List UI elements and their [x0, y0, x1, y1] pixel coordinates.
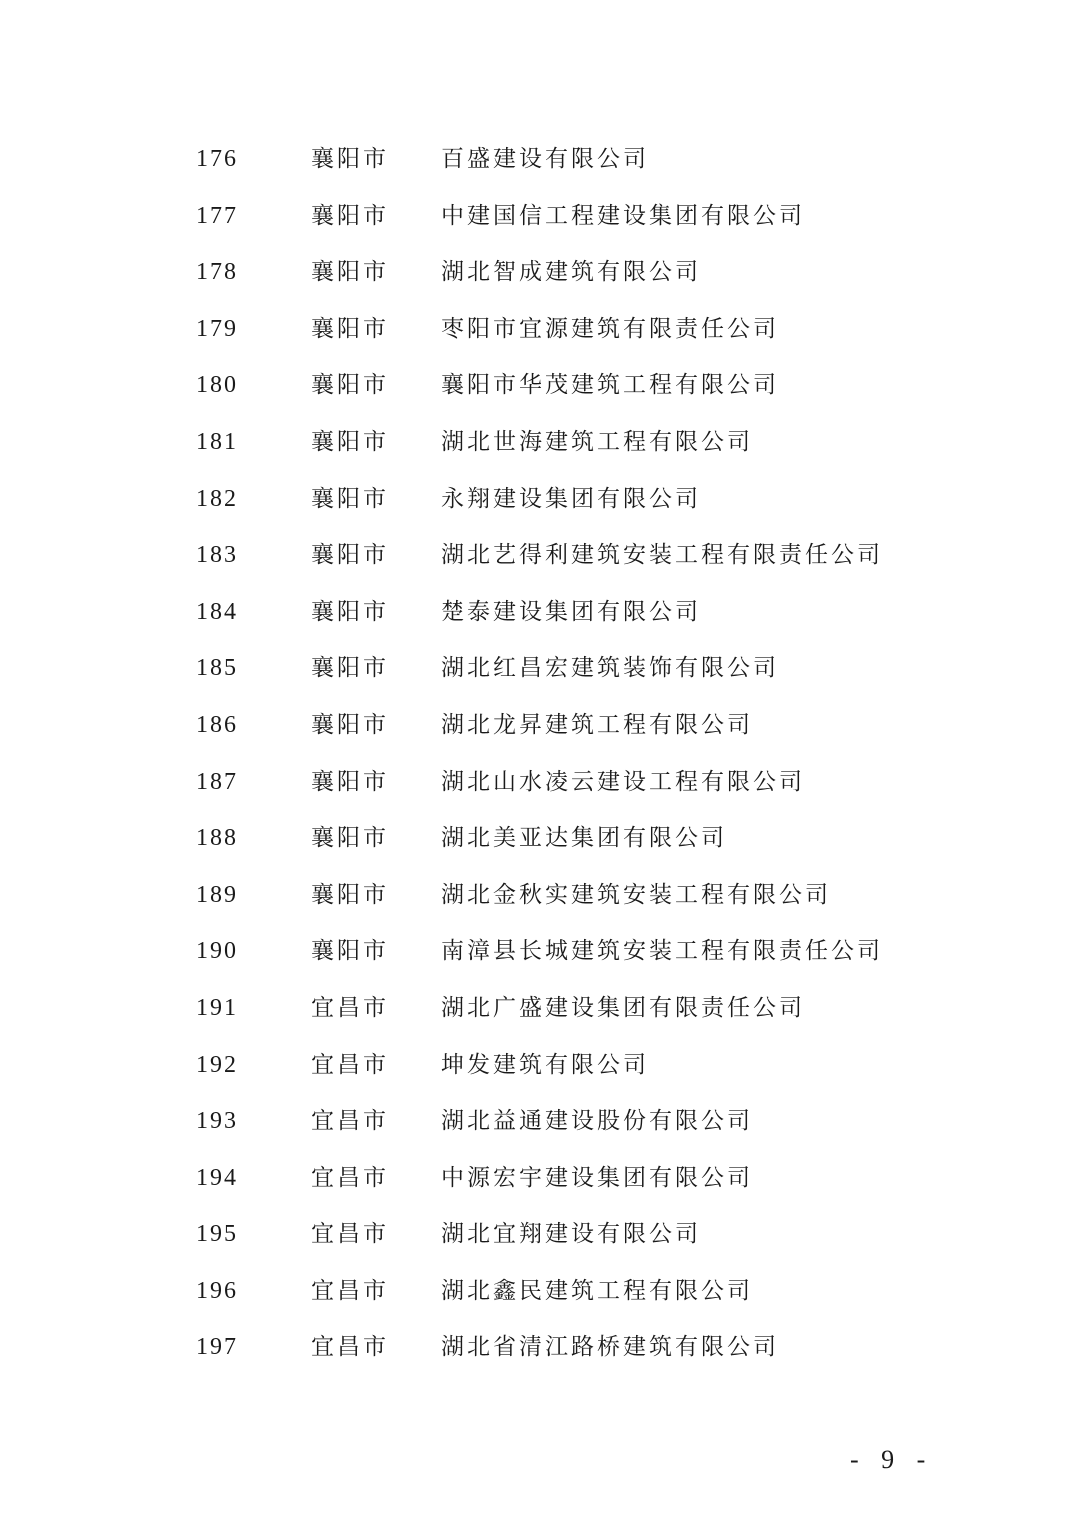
row-company: 永翔建设集团有限公司	[441, 485, 701, 512]
row-company: 坤发建筑有限公司	[441, 1051, 649, 1078]
row-city: 宜昌市	[311, 1334, 389, 1361]
row-company: 湖北宜翔建设有限公司	[441, 1221, 701, 1248]
row-number: 176	[196, 146, 238, 172]
list-row-186	[0, 697, 1080, 754]
row-company: 湖北龙昇建筑工程有限公司	[441, 711, 753, 738]
row-number: 181	[196, 428, 238, 455]
row-city: 襄阳市	[311, 711, 389, 738]
row-number: 195	[196, 1221, 238, 1248]
row-company: 湖北智成建筑有限公司	[441, 259, 701, 286]
row-city: 襄阳市	[311, 259, 389, 286]
list-row-193	[0, 1093, 1080, 1150]
row-company: 湖北红昌宏建筑装饰有限公司	[441, 655, 779, 682]
row-number: 177	[196, 202, 238, 229]
row-city: 襄阳市	[311, 485, 389, 512]
row-company: 湖北美亚达集团有限公司	[441, 825, 727, 852]
company-list	[0, 131, 1080, 1376]
list-row-184	[0, 584, 1080, 641]
list-row-176	[0, 131, 1080, 188]
row-city: 宜昌市	[311, 1221, 389, 1248]
row-city: 宜昌市	[311, 1051, 389, 1078]
row-number: 186	[196, 711, 238, 738]
row-city: 襄阳市	[311, 598, 389, 625]
row-city: 襄阳市	[311, 655, 389, 682]
row-company: 襄阳市华茂建筑工程有限公司	[441, 372, 779, 399]
row-company: 湖北山水凌云建设工程有限公司	[441, 768, 805, 795]
row-city: 宜昌市	[311, 994, 389, 1021]
list-row-181	[0, 414, 1080, 471]
row-number: 188	[196, 825, 238, 852]
list-row-178	[0, 244, 1080, 301]
row-number: 179	[196, 315, 238, 342]
row-number: 185	[196, 655, 238, 682]
list-row-191	[0, 980, 1080, 1037]
row-number: 180	[196, 372, 238, 399]
list-row-192	[0, 1037, 1080, 1094]
row-city: 襄阳市	[311, 825, 389, 852]
row-city: 襄阳市	[311, 146, 389, 172]
page-number: - 9 -	[850, 1445, 934, 1474]
row-company: 楚泰建设集团有限公司	[441, 598, 701, 625]
row-company: 湖北世海建筑工程有限公司	[441, 428, 753, 455]
list-row-190	[0, 923, 1080, 980]
row-number: 191	[196, 994, 238, 1021]
row-city: 宜昌市	[311, 1108, 389, 1135]
list-row-183	[0, 527, 1080, 584]
row-city: 宜昌市	[311, 1277, 389, 1304]
list-row-180	[0, 357, 1080, 414]
row-number: 183	[196, 542, 238, 569]
row-number: 184	[196, 598, 238, 625]
row-city: 襄阳市	[311, 768, 389, 795]
list-row-197	[0, 1319, 1080, 1376]
list-row-196	[0, 1263, 1080, 1320]
row-number: 196	[196, 1277, 238, 1304]
row-company: 湖北益通建设股份有限公司	[441, 1108, 753, 1135]
list-row-185	[0, 640, 1080, 697]
row-number: 178	[196, 259, 238, 286]
row-number: 182	[196, 485, 238, 512]
row-city: 襄阳市	[311, 542, 389, 569]
row-number: 194	[196, 1164, 238, 1191]
row-company: 湖北鑫民建筑工程有限公司	[441, 1277, 753, 1304]
row-company: 湖北省清江路桥建筑有限公司	[441, 1334, 779, 1361]
list-row-182	[0, 471, 1080, 528]
row-company: 南漳县长城建筑安装工程有限责任公司	[441, 938, 883, 965]
row-company: 中源宏宇建设集团有限公司	[441, 1164, 753, 1191]
list-row-187	[0, 754, 1080, 811]
row-number: 189	[196, 881, 238, 908]
row-city: 襄阳市	[311, 315, 389, 342]
row-city: 襄阳市	[311, 202, 389, 229]
row-number: 190	[196, 938, 238, 965]
row-number: 187	[196, 768, 238, 795]
row-number: 193	[196, 1108, 238, 1135]
list-row-194	[0, 1150, 1080, 1207]
list-row-189	[0, 867, 1080, 924]
row-city: 襄阳市	[311, 372, 389, 399]
row-company: 湖北广盛建设集团有限责任公司	[441, 994, 805, 1021]
row-number: 192	[196, 1051, 238, 1078]
row-company: 湖北金秋实建筑安装工程有限公司	[441, 881, 831, 908]
row-city: 襄阳市	[311, 881, 389, 908]
row-company: 百盛建设有限公司	[441, 146, 649, 172]
list-row-177	[0, 188, 1080, 245]
row-city: 襄阳市	[311, 428, 389, 455]
row-city: 宜昌市	[311, 1164, 389, 1191]
list-row-179	[0, 301, 1080, 358]
row-company: 枣阳市宜源建筑有限责任公司	[441, 315, 779, 342]
row-company: 湖北艺得利建筑安装工程有限责任公司	[441, 542, 883, 569]
list-row-188	[0, 810, 1080, 867]
list-row-195	[0, 1206, 1080, 1263]
row-number: 197	[196, 1334, 238, 1361]
row-company: 中建国信工程建设集团有限公司	[441, 202, 805, 229]
row-city: 襄阳市	[311, 938, 389, 965]
